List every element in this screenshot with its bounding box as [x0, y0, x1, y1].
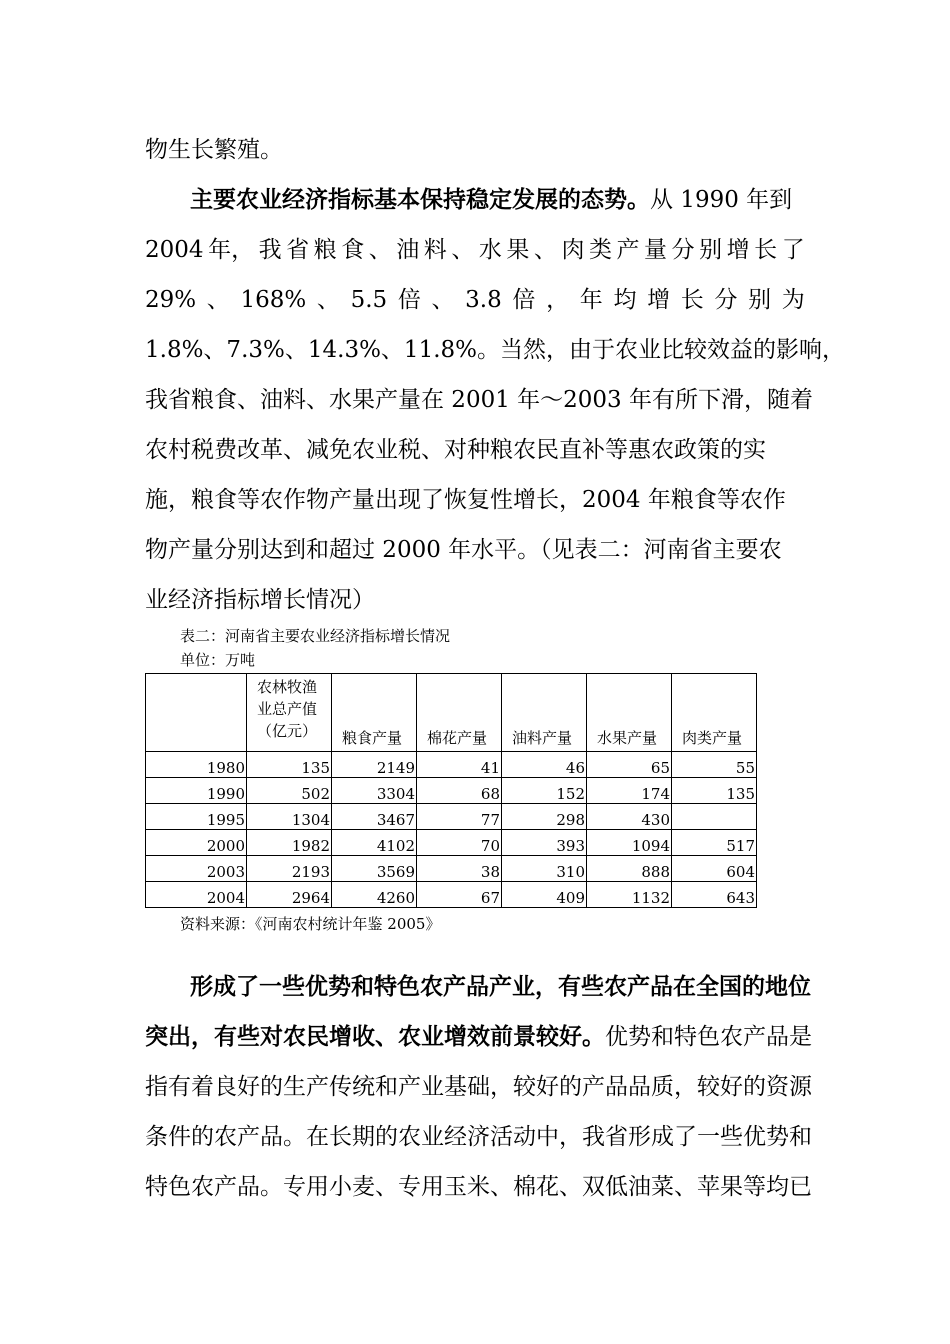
table-row — [146, 752, 757, 778]
line-token: 、 — [206, 287, 230, 313]
line-token: 别 — [699, 237, 723, 263]
line-token: 年， — [208, 237, 255, 263]
value-cell: 2964 — [247, 882, 332, 908]
table-header-cell — [247, 674, 332, 752]
value-cell: 643 — [672, 882, 757, 908]
value-cell: 68 — [417, 778, 502, 804]
value-cell: 888 — [587, 856, 672, 882]
year-cell: 1980 — [146, 752, 247, 778]
line-token: 分 — [671, 237, 695, 263]
value-cell: 135 — [672, 778, 757, 804]
line-token: 为 — [781, 287, 805, 313]
paragraph-line: 物生长繁殖。 — [145, 137, 283, 163]
header-line: 农林牧渔 — [257, 678, 318, 696]
value-cell: 430 — [587, 804, 672, 830]
table-row — [146, 778, 757, 804]
paragraph-line: 条件的农产品。在长期的农业经济活动中，我省形成了一些优势和 — [145, 1124, 812, 1150]
value-cell: 310 — [502, 856, 587, 882]
value-cell: 409 — [502, 882, 587, 908]
table-row — [146, 856, 757, 882]
value-cell: 1132 — [587, 882, 672, 908]
line-token: 增 — [726, 237, 750, 263]
line-token: ， — [546, 287, 570, 313]
value-cell: 3569 — [332, 856, 417, 882]
table-caption: 表二：河南省主要农业经济指标增长情况 — [180, 627, 451, 645]
line-token: 分 — [714, 287, 738, 313]
header-line: 业总产值 — [257, 700, 318, 718]
line-token: 增 — [647, 287, 671, 313]
line-token: 量 — [644, 237, 668, 263]
line-token: 168% — [240, 287, 307, 313]
value-cell: 1982 — [247, 830, 332, 856]
line-token: 、 — [316, 287, 340, 313]
line-text: 从 1990 年到 — [650, 187, 793, 213]
year-cell: 1995 — [146, 804, 247, 830]
value-cell: 38 — [417, 856, 502, 882]
table-header-cell: 粮食产量 — [332, 674, 417, 752]
value-cell: 1304 — [247, 804, 332, 830]
table-row — [146, 882, 757, 908]
line-token: 29% — [145, 287, 197, 313]
year-cell: 2004 — [146, 882, 247, 908]
bold-heading: 主要农业经济指标基本保持稳定发展的态势。 — [190, 186, 650, 213]
value-cell: 1094 — [587, 830, 672, 856]
line-token: 、 — [451, 237, 475, 263]
line-token: 、 — [533, 237, 557, 263]
line-token: 长 — [680, 287, 704, 313]
value-cell: 517 — [672, 830, 757, 856]
value-cell: 152 — [502, 778, 587, 804]
value-cell: 2149 — [332, 752, 417, 778]
year-cell: 1990 — [146, 778, 247, 804]
line-token: 年 — [579, 287, 603, 313]
paragraph-line: 我省粮食、油料、水果产量在 2001 年～2003 年有所下滑，随着 — [145, 387, 813, 413]
value-cell — [672, 804, 757, 830]
line-token: 长 — [754, 237, 778, 263]
year-cell: 2003 — [146, 856, 247, 882]
line-token: 油 — [396, 237, 420, 263]
line-token: 别 — [748, 287, 772, 313]
value-cell: 67 — [417, 882, 502, 908]
paragraph-line: 特色农产品。专用小麦、专用玉米、棉花、双低油菜、苹果等均已 — [145, 1174, 812, 1200]
line-token: 粮 — [313, 237, 337, 263]
paragraph-line — [145, 235, 805, 265]
line-token: 、 — [431, 287, 455, 313]
line-token: 我 — [258, 237, 282, 263]
line-token: 倍 — [512, 287, 536, 313]
value-cell: 604 — [672, 856, 757, 882]
line-token: 、 — [368, 237, 392, 263]
table-header-cell: 油料产量 — [502, 674, 587, 752]
value-cell: 41 — [417, 752, 502, 778]
value-cell: 174 — [587, 778, 672, 804]
paragraph-line: 物产量分别达到和超过 2000 年水平。（见表二：河南省主要农 — [145, 537, 782, 563]
paragraph-line: 农村税费改革、减免农业税、对种粮农民直补等惠农政策的实 — [145, 437, 766, 463]
value-cell: 393 — [502, 830, 587, 856]
paragraph-line: 业经济指标增长情况） — [145, 587, 375, 613]
paragraph-line: 形成了一些优势和特色农产品产业，有些农产品在全国的地位 — [190, 973, 811, 1000]
value-cell: 3467 — [332, 804, 417, 830]
value-cell: 502 — [247, 778, 332, 804]
line-token: 产 — [616, 237, 640, 263]
table-header-cell: 肉类产量 — [672, 674, 757, 752]
table-row — [146, 830, 757, 856]
line-token: 料 — [423, 237, 447, 263]
line-token: 了 — [781, 237, 805, 263]
line-token: 类 — [588, 237, 612, 263]
paragraph-line: 1.8%、7.3%、14.3%、11.8%。当然，由于农业比较效益的影响， — [145, 337, 845, 363]
line-token: 3.8 — [465, 287, 502, 313]
table-header-cell: 水果产量 — [587, 674, 672, 752]
value-cell: 55 — [672, 752, 757, 778]
line-token: 2004 — [145, 237, 204, 263]
paragraph-line: 施，粮食等农作物产量出现了恢复性增长，2004 年粮食等农作 — [145, 487, 786, 513]
table-row — [146, 804, 757, 830]
paragraph-line — [145, 285, 805, 315]
bold-heading: 突出，有些对农民增收、农业增效前景较好。 — [145, 1023, 605, 1050]
line-token: 倍 — [397, 287, 421, 313]
value-cell: 4102 — [332, 830, 417, 856]
year-cell: 2000 — [146, 830, 247, 856]
data-table — [145, 673, 757, 908]
table-header-cell — [146, 674, 247, 752]
value-cell: 4260 — [332, 882, 417, 908]
value-cell: 3304 — [332, 778, 417, 804]
value-cell: 2193 — [247, 856, 332, 882]
line-token: 食 — [341, 237, 365, 263]
value-cell: 77 — [417, 804, 502, 830]
table-source: 资料来源：《河南农村统计年鉴 2005》 — [180, 915, 441, 933]
line-token: 水 — [478, 237, 502, 263]
line-token: 5.5 — [350, 287, 388, 313]
table-header-row — [146, 674, 757, 752]
value-cell: 298 — [502, 804, 587, 830]
table-header-cell: 棉花产量 — [417, 674, 502, 752]
line-token: 省 — [286, 237, 310, 263]
table-unit: 单位：万吨 — [180, 651, 256, 669]
value-cell: 70 — [417, 830, 502, 856]
line-token: 果 — [506, 237, 530, 263]
line-text: 优势和特色农产品是 — [605, 1024, 812, 1050]
paragraph-line — [145, 1022, 812, 1052]
value-cell: 46 — [502, 752, 587, 778]
header-line: （亿元） — [257, 722, 318, 740]
line-token: 均 — [613, 287, 637, 313]
value-cell: 65 — [587, 752, 672, 778]
line-token: 肉 — [561, 237, 585, 263]
paragraph-line — [190, 185, 792, 215]
value-cell: 135 — [247, 752, 332, 778]
paragraph-line: 指有着良好的生产传统和产业基础，较好的产品品质，较好的资源 — [145, 1074, 812, 1100]
